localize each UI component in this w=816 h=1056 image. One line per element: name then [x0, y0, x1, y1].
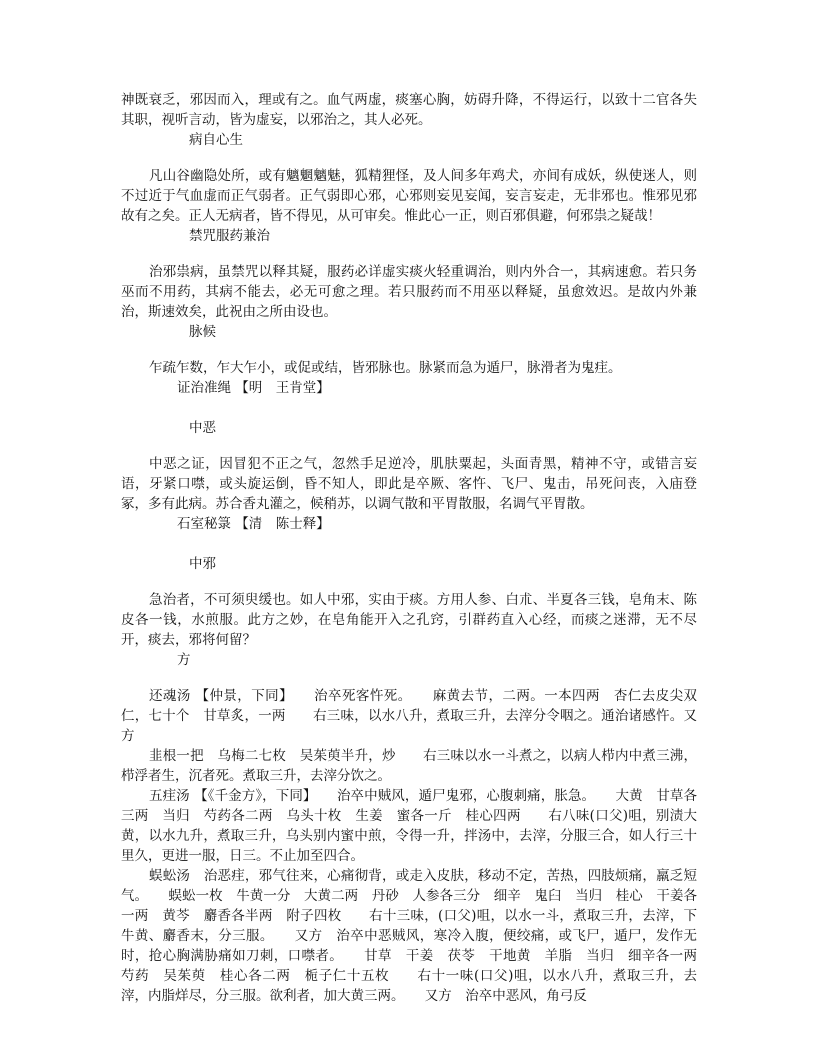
paragraph-jinzhou: 治邪祟病，虽禁咒以释其疑，服药必详虚实痰火轻重调治，则内外合一，其病速愈。若只务巫而不用药，其病不能去，必无可愈之理。若只服药而不用巫以释疑，虽愈效迟。是故内外兼治，斯速效矣，此祝由之所由设也。 [121, 264, 697, 320]
paragraph-wugong: 蜈蚣汤 治恶疰，邪气往来，心痛彻背，或走入皮肤，移动不定，苦热，四肢烦痛，羸乏短气。 蜈蚣一枚 牛黄一分 大黄二两 丹砂 人参各三分 细辛 鬼臼 当归 桂心 干姜各一两 黄芩 麝香各半两 附子四枚 右十三味，(口父)咀，以水一斗，煮取三升，去滓，下牛黄、麝香末，分三服。 又方 治卒中恶贼风，寒冷入腹，便绞痛，或飞尸，遁尸，发作无时，抢心胸满胁痛如刀刺，口噤者。 甘草 干姜 茯苓 干地黄 羊脂 当归 细辛各一两 芍药 吴茱萸 桂心各二两 栀子仁十五枚 右十一味(口父)咀，以水八升，煮取三升，去滓，内脂烊尽，分三服。欲利者，加大黄三两。 又方 治卒中恶风，角弓反 [121, 868, 711, 1004]
section-heading-maihou: 脉候 [189, 324, 216, 340]
paragraph-zhonge: 中恶之证，因冒犯不正之气，忽然手足逆冷，肌肤粟起，头面青黑，精神不守，或错言妄语，牙紧口噤，或头旋运倒，昏不知人，即此是卒厥、客忤、飞尸、鬼击，吊死问丧，入庙登冢，多有此病。苏合香丸灌之，候稍苏，以调气散和平胃散服，名调气平胃散。 [121, 456, 697, 512]
document-body [121, 90, 711, 1006]
section-heading-jinzhou: 禁咒服药兼治 [189, 228, 270, 244]
section-heading-zhonge: 中恶 [189, 420, 216, 436]
paragraph-wuzhu: 五疰汤 【《千金方》，下同】 治卒中贼风，遁尸鬼邪，心腹刺痛，胀急。 大黄 甘草各三两 当归 芍药各二两 乌头十枚 生姜 蜜各一斤 桂心四两 右八味(口父)咀，别渍大黄，以水九升，煮取三升，乌头别内蜜中煎，令得一升，拌汤中，去滓，分服三合，如人行三十里久，更进一服，日三。不止加至四合。 [121, 788, 697, 864]
section-heading-fang: 方 [177, 652, 191, 668]
book-heading-shishi: 石室秘箓 【清 陈士释】 [177, 516, 330, 532]
paragraph-intro: 神既衰乏，邪因而入，理或有之。血气两虚，痰塞心胸，妨碍升降，不得运行，以致十二官各失其职，视听言动，皆为虚妄，以邪治之，其人必死。 [121, 92, 697, 128]
paragraph-jiugen: 韭根一把 乌梅二七枚 吴茱萸半升，炒 右三味以水一斗煮之，以病人栉内中煮三沸，栉浮者生，沉者死。煮取三升，去滓分饮之。 [121, 748, 697, 784]
paragraph-huanhun: 还魂汤 【仲景，下同】 治卒死客忤死。 麻黄去节，二两。一本四两 杏仁去皮尖双仁，七十个 甘草炙，一两 右三味，以水八升，煮取三升，去滓分令咽之。通治诸感忤。又方 [121, 688, 697, 744]
section-heading-bingzixinsheng: 病自心生 [189, 132, 243, 148]
paragraph-bingzixinsheng: 凡山谷幽隐处所，或有魑魍魑魅，狐精狸怪，及人间多年鸡犬，亦间有成妖，纵使迷人，则不过近于气血虚而正气弱者。正气弱即心邪，心邪则妄见妄闻，妄言妄走，无非邪也。惟邪见邪故有之矣。正人无病者，皆不得见，从可审矣。惟此心一正，则百邪俱避，何邪祟之疑哉！ [121, 168, 697, 224]
section-heading-zhongxie: 中邪 [189, 556, 216, 572]
book-heading-zhengzhi: 证治准绳 【明 王肯堂】 [177, 380, 330, 396]
paragraph-zhongxie: 急治者，不可须臾缓也。如人中邪，实由于痰。方用人参、白朮、半夏各三钱，皂角末、陈皮各一钱，水煎服。此方之妙，在皂角能开入之孔窍，引群药直入心经，而痰之迷滞，无不尽开，痰去，邪将何留？ [121, 592, 697, 648]
paragraph-maihou: 乍疏乍数，乍大乍小，或促或结，皆邪脉也。脉紧而急为遁尸，脉滑者为鬼疰。 [149, 360, 622, 376]
